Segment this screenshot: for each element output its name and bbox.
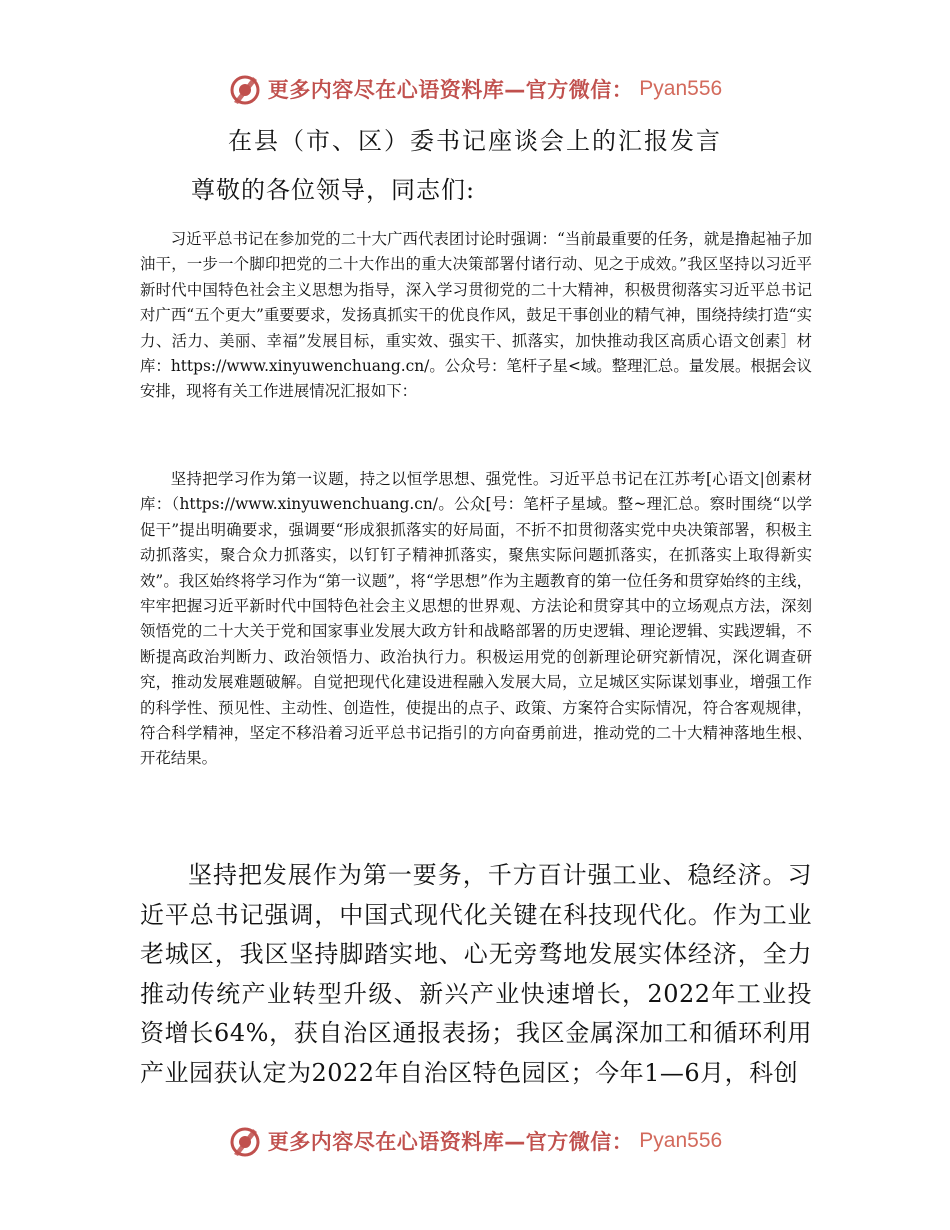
quill-logo-icon (228, 72, 262, 106)
header-watermark-banner (0, 72, 950, 106)
footer-watermark-banner (0, 1124, 950, 1158)
paragraph-intro: 习近平总书记在参加党的二十大广西代表团讨论时强调：“当前最重要的任务，就是撸起袖子加油干，一步一个脚印把党的二十大作出的重大决策部署付诸行动、见之于成效。”我区坚持以习近平新时代中国特色社会主义思想为指导，深入学习贯彻党的二十大精神，积极贯彻落实习近平总书记对广西“五个更大”重要要求，发扬真抓实干的优良作风，鼓足干事创业的精气神，围绕持续打造“实力、活力、美丽、幸福”发展目标，重实效、强实干、抓落实，加快推动我区高质心语文创素］材库：https://www.xinyuwenchuang.cn/。公众号：笔杆子星<域。整理汇总。量发展。根据会议安排，现将有关工作进展情况汇报如下： (140, 230, 812, 401)
paragraph-development: 坚持把发展作为第一要务，千方百计强工业、稳经济。习近平总书记强调，中国式现代化关键在科技现代化。作为工业老城区，我区坚持脚踏实地、心无旁骛地发展实体经济，全力推动传统产业转型升级、新兴产业快速增长，2022年工业投资增长64%，获自治区通报表扬；我区金属深加工和循环利用产业园获认定为2022年自治区特色园区；今年1—6月，科创 (140, 861, 812, 1087)
paragraph-study: 坚持把学习作为第一议题，持之以恒学思想、强党性。习近平总书记在江苏考[心语文|创素材库：（https://www.xinyuwenchuang.cn/。公众[号：笔杆子星域。整~理汇总。察时围绕“以学促干”提出明确要求，强调要“形成狠抓落实的好局面，不折不扣贯彻落实党中央决策部署，积极主动抓落实，聚合众力抓落实，以钉钉子精神抓落实，聚焦实际问题抓落实，在抓落实上取得新实效”。我区始终将学习作为“第一议题”，将“学思想”作为主题教育的第一位任务和贯穿始终的主线，牢牢把握习近平新时代中国特色社会主义思想的世界观、方法论和贯穿其中的立场观点方法，深刻领悟党的二十大关于党和国家事业发展大政方针和战略部署的历史逻辑、理论逻辑、实践逻辑，不断提高政治判断力、政治领悟力、政治执行力。积极运用党的创新理论研究新情况，深化调查研究，推动发展难题破解。自觉把现代化建设进程融入发展大局，立足城区实际谋划事业，增强工作的科学性、预见性、主动性、创造性，使提出的点子、政策、方案符合实际情况，符合客观规律，符合科学精神，坚定不移沿着习近平总书记指引的方向奋勇前进，推动党的二十大精神落地生根、开花结果。 (140, 470, 812, 768)
banner-text: 更多内容尽在心语资料库—官方微信： (267, 1130, 634, 1154)
quill-logo-icon (228, 1124, 262, 1158)
banner-wechat-id: Pyan556 (639, 1129, 723, 1152)
banner-wechat-id: Pyan556 (639, 77, 723, 100)
banner-text: 更多内容尽在心语资料库—官方微信： (267, 78, 634, 102)
greeting: 尊敬的各位领导，同志们: (191, 176, 476, 204)
document-title: 在县（市、区）委书记座谈会上的汇报发言 (228, 127, 722, 155)
